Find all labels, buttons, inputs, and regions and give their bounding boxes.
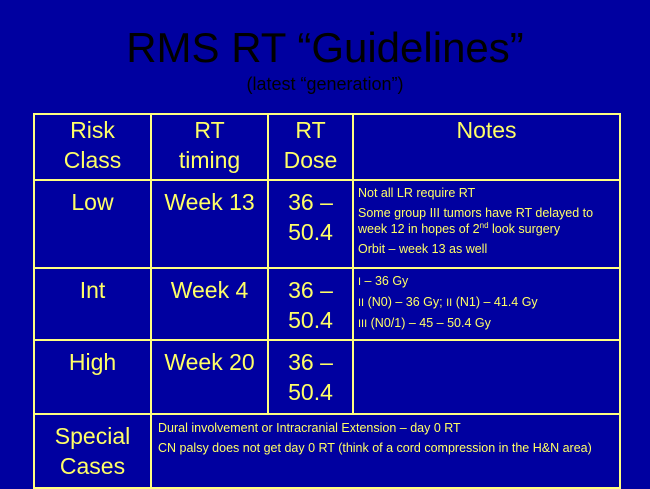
notes-int <box>353 268 620 340</box>
note-int-2-label-b: II <box>446 297 453 309</box>
dose-low-line2: 50.4 <box>288 219 333 245</box>
note-low-3: Orbit – week 13 as well <box>358 242 488 256</box>
risk-high: High <box>34 340 151 414</box>
note-int-1 <box>358 273 615 290</box>
timing-high: Week 20 <box>151 340 268 414</box>
dose-high-line2: 50.4 <box>288 379 333 405</box>
note-int-2-text-b: (N1) – 41.4 Gy <box>452 295 538 309</box>
note-special-1: Dural involvement or Intracranial Extension – day 0 RT <box>158 421 461 435</box>
note-low-2 <box>358 205 615 237</box>
dose-int <box>268 268 353 340</box>
guidelines-table <box>33 113 621 489</box>
note-low-1: Not all LR require RT <box>358 186 476 200</box>
timing-int: Week 4 <box>151 268 268 340</box>
header-risk-line1: Risk <box>70 117 115 143</box>
note-int-3 <box>358 315 615 332</box>
notes-high <box>353 340 620 414</box>
special-line2: Cases <box>59 453 126 479</box>
header-timing-line2: timing <box>178 147 241 173</box>
note-low-2b: look surgery <box>488 222 561 236</box>
table-header-row <box>34 114 620 180</box>
note-low-2a: Some group III tumors have RT delayed to week 12 in hopes of 2 <box>358 206 594 236</box>
note-int-1-label: I <box>358 276 362 288</box>
notes-low <box>353 180 620 268</box>
risk-special <box>34 414 151 488</box>
dose-low-line1: 36 – <box>288 189 333 215</box>
slide-subtitle: (latest “generation”) <box>246 74 404 94</box>
header-timing-line1: RT <box>194 117 225 143</box>
table-row-special <box>34 414 620 488</box>
dose-high <box>268 340 353 414</box>
header-rt-timing <box>151 114 268 180</box>
risk-int: Int <box>34 268 151 340</box>
table-row-low <box>34 180 620 268</box>
slide-title: RMS RT “Guidelines” <box>126 24 524 71</box>
special-line1: Special <box>54 423 131 449</box>
note-int-2 <box>358 294 615 311</box>
note-int-2-label: II <box>358 297 365 309</box>
note-int-3-text: (N0/1) – 45 – 50.4 Gy <box>367 316 491 330</box>
table-row-int <box>34 268 620 340</box>
header-rt-dose <box>268 114 353 180</box>
table-row-high <box>34 340 620 414</box>
note-int-2-text: (N0) – 36 Gy; <box>364 295 447 309</box>
timing-low: Week 13 <box>151 180 268 268</box>
header-risk-class <box>34 114 151 180</box>
dose-int-line1: 36 – <box>288 277 333 303</box>
header-dose-line1: RT <box>295 117 326 143</box>
header-notes-label: Notes <box>456 117 517 143</box>
note-int-3-label: III <box>358 318 368 330</box>
risk-low: Low <box>34 180 151 268</box>
dose-low <box>268 180 353 268</box>
notes-special <box>151 414 620 488</box>
dose-high-line1: 36 – <box>288 349 333 375</box>
dose-int-line2: 50.4 <box>288 307 333 333</box>
header-notes <box>353 114 620 180</box>
note-special-2: CN palsy does not get day 0 RT (think of a cord compression in the H&N area) <box>158 441 592 455</box>
note-low-2-sup: nd <box>479 220 489 230</box>
header-risk-line2: Class <box>63 147 122 173</box>
note-int-1-text: – 36 Gy <box>361 274 409 288</box>
header-dose-line2: Dose <box>283 147 338 173</box>
